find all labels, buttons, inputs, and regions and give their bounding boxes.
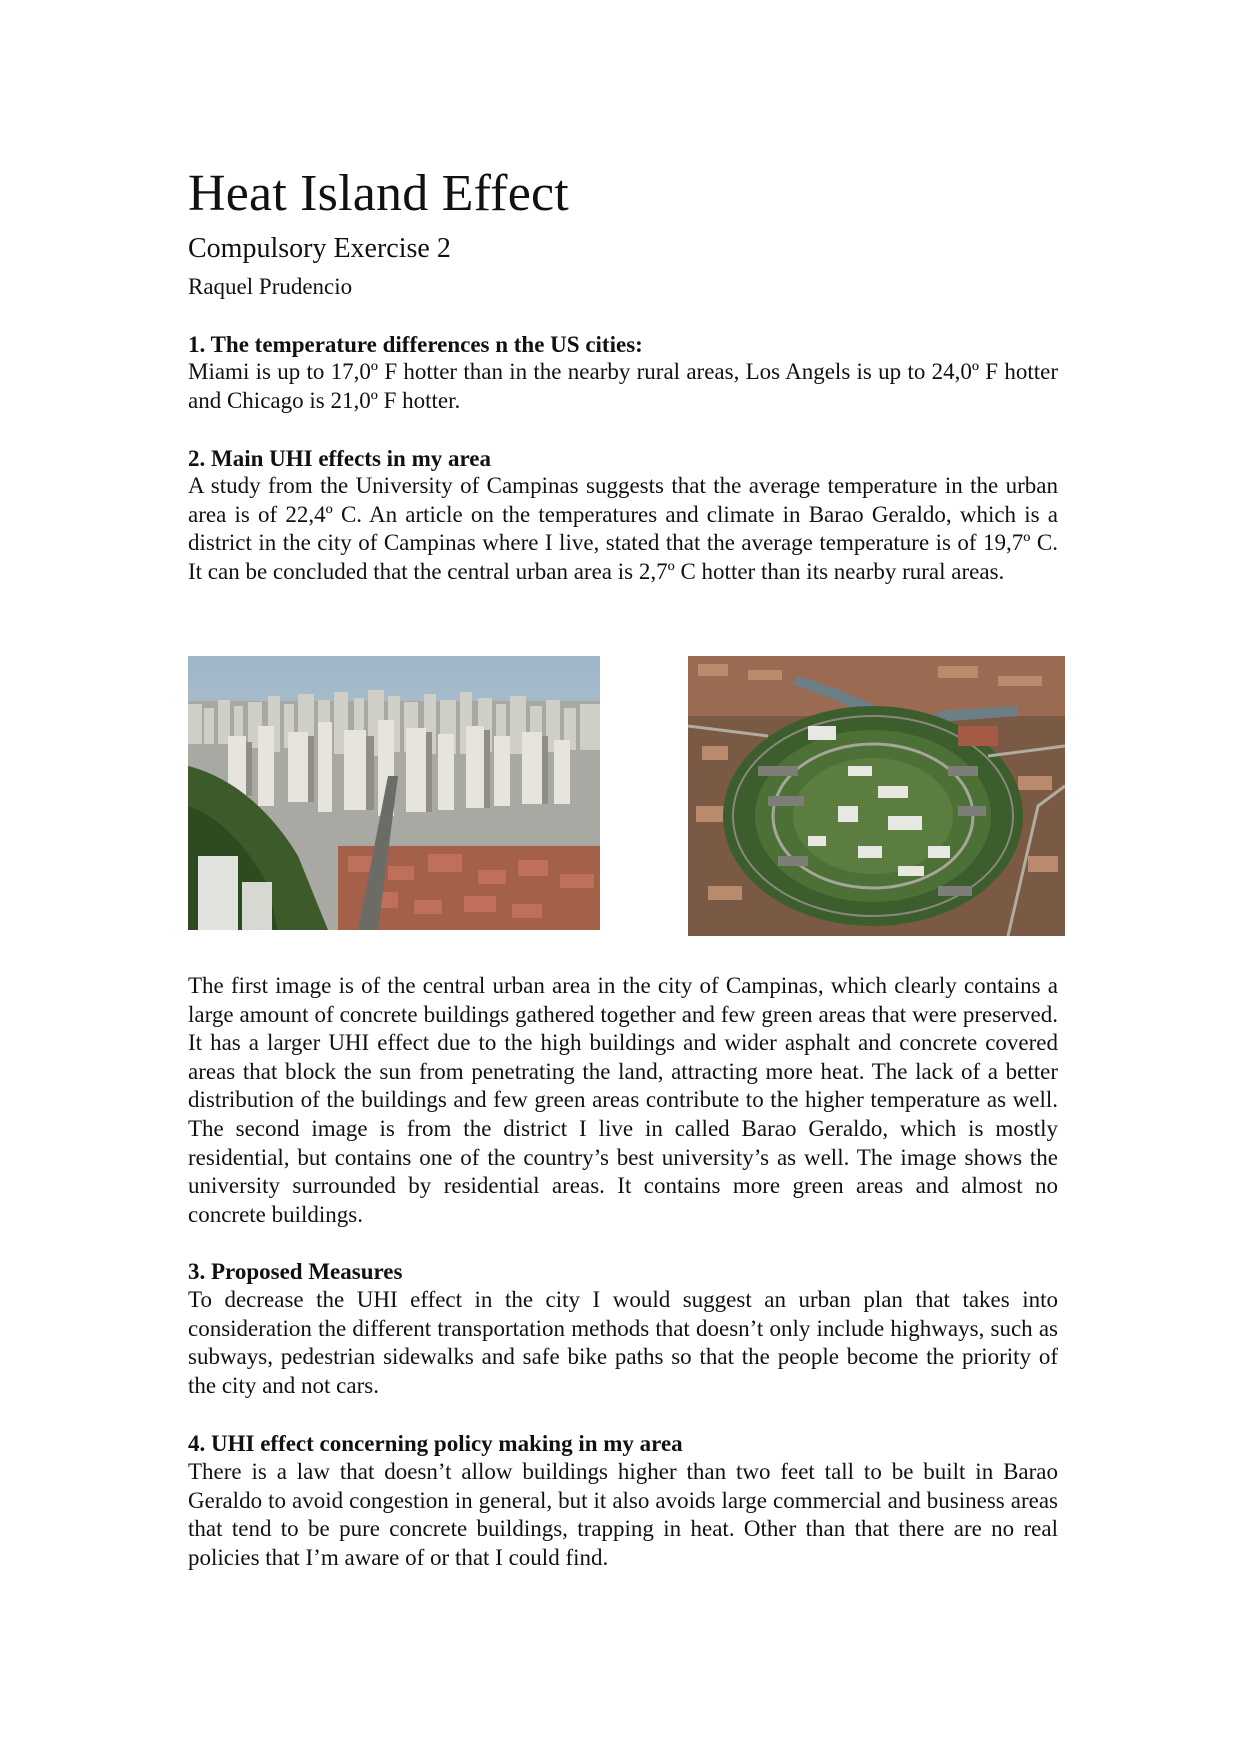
section-3-body: To decrease the UHI effect in the city I would suggest an urban plan that takes into consideration the different transportation methods that doesn’t only include highways, such as subways, pedestrian sidewalks and safe bike paths so that the people become the priority of the city and not cars. <box>188 1287 1058 1398</box>
section-4-body: There is a law that doesn’t allow buildings higher than two feet tall to be built in Barao Geraldo to avoid congestion in general, but it also avoids large commercial and business areas that tend to be pure concrete buildings, trapping in heat. Other than that there are no real policies that I’m aware of or that I could find. <box>188 1459 1058 1570</box>
document-author: Raquel Prudencio <box>188 274 353 299</box>
section-2-body: A study from the University of Campinas suggests that the average temperature in the urban area is of 22,4º C. An article on the temperatures and climate in Barao Geraldo, which is a district in the city of Campinas where I live, stated that the average temperature is of 19,7º C. It can be concluded that the central urban area is 2,7º C hotter than its nearby rural areas. <box>188 473 1058 584</box>
section-2-heading: 2. Main UHI effects in my area <box>188 446 491 471</box>
section-4-heading: 4. UHI effect concerning policy making in my area <box>188 1431 683 1456</box>
document-title: Heat Island Effect <box>188 165 569 222</box>
document-subtitle: Compulsory Exercise 2 <box>188 233 451 264</box>
section-1-heading: 1. The temperature differences n the US cities: <box>188 332 643 357</box>
section-1-body: Miami is up to 17,0º F hotter than in the nearby rural areas, Los Angels is up to 24,0º F hotter and Chicago is 21,0º F hotter. <box>188 359 1058 413</box>
images-discussion-body: The first image is of the central urban area in the city of Campinas, which clearly contains a large amount of concrete buildings gathered together and few green areas that were preserved. It has a larger UHI effect due to the high buildings and wider asphalt and concrete covered areas that block the sun from penetrating the land, attracting more heat. The lack of a better distribution of the buildings and few green areas contribute to the higher temperature as well. The second image is from the district I live in called Barao Geraldo, which is mostly residential, but contains one of the country’s best university’s as well. The image shows the university surrounded by residential areas. It contains more green areas and almost no concrete buildings. <box>188 973 1058 1227</box>
section-3-heading: 3. Proposed Measures <box>188 1259 403 1284</box>
barao-geraldo-university-photo <box>688 656 1065 936</box>
urban-campinas-photo <box>188 656 600 930</box>
